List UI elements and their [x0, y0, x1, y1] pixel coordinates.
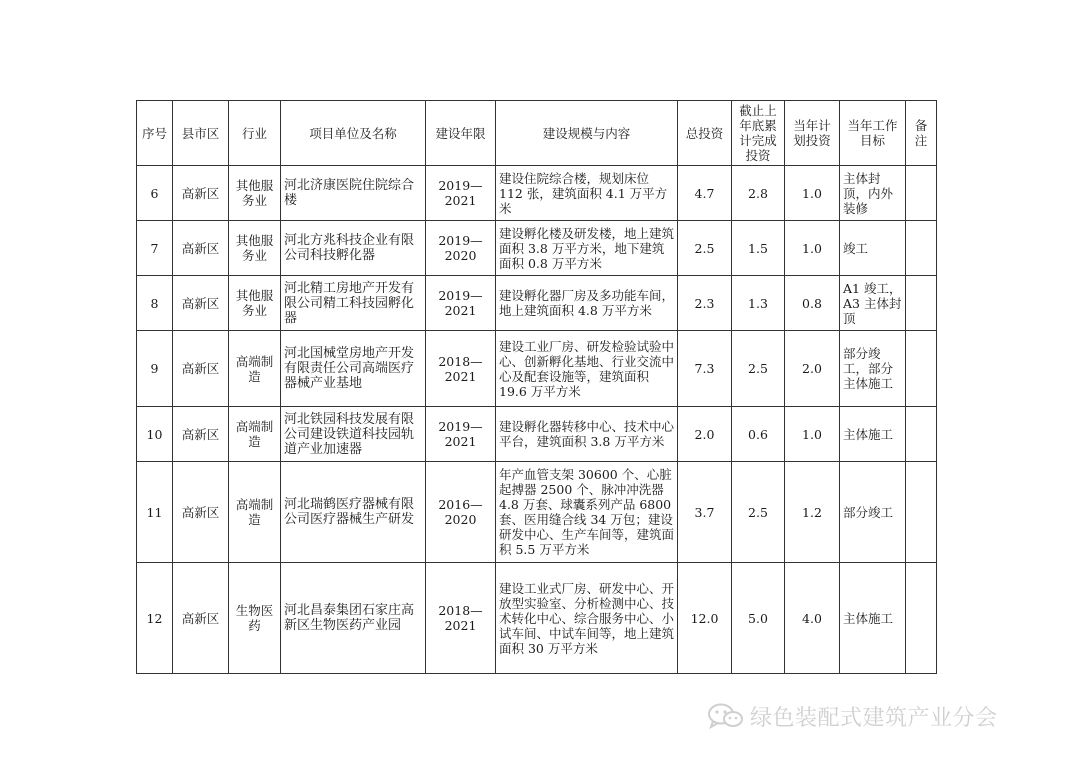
row-completed: 1.3 [732, 276, 785, 331]
row-county: 高新区 [173, 331, 229, 407]
row-project-name: 河北瑞鹤医疗器械有限公司医疗器械生产研发 [281, 462, 426, 563]
row-goal: 主体施工 [840, 407, 906, 462]
row-scope: 建设工业式厂房、研发中心、开放型实验室、分析检测中心、技术转化中心、综合服务中心、小试车间、中试车间等，地上建筑面积 30 万平方米 [496, 563, 678, 674]
row-goal: 主体封顶，内外装修 [840, 166, 906, 221]
row-total: 12.0 [678, 563, 732, 674]
row-county: 高新区 [173, 563, 229, 674]
row-no: 7 [137, 221, 173, 276]
row-note [906, 166, 937, 221]
row-total: 4.7 [678, 166, 732, 221]
watermark-text: 绿色装配式建筑产业分会 [750, 705, 998, 731]
row-period: 2019—2021 [426, 276, 496, 331]
row-scope: 建设孵化器转移中心、技术中心平台，建筑面积 3.8 万平方米 [496, 407, 678, 462]
row-note [906, 221, 937, 276]
table-header-row [137, 101, 937, 166]
wechat-icon [706, 702, 746, 730]
row-note [906, 407, 937, 462]
row-plan: 1.0 [785, 407, 840, 462]
header-period: 建设年限 [426, 101, 496, 166]
row-scope: 年产血管支架 30600 个、心脏起搏器 2500 个、脉冲冲洗器 4.8 万套、球囊系列产品 6800 套、医用缝合线 34 万包；建设研发中心、生产车间等，建筑面积 5.5 万平方米 [496, 462, 678, 563]
table-row [137, 166, 937, 221]
row-note [906, 563, 937, 674]
row-county: 高新区 [173, 276, 229, 331]
row-scope: 建设工业厂房、研发检验试验中心、创新孵化基地、行业交流中心及配套设施等，建筑面积 19.6 万平方米 [496, 331, 678, 407]
project-table [136, 100, 937, 674]
row-completed: 0.6 [732, 407, 785, 462]
table-row [137, 221, 937, 276]
row-no: 10 [137, 407, 173, 462]
row-no: 8 [137, 276, 173, 331]
row-scope: 建设孵化器厂房及多功能车间，地上建筑面积 4.8 万平方米 [496, 276, 678, 331]
row-total: 7.3 [678, 331, 732, 407]
row-industry: 高端制造 [229, 331, 281, 407]
row-note [906, 331, 937, 407]
row-goal: 部分竣工 [840, 462, 906, 563]
row-plan: 1.2 [785, 462, 840, 563]
row-county: 高新区 [173, 221, 229, 276]
row-industry: 其他服务业 [229, 221, 281, 276]
row-goal: 部分竣工，部分主体施工 [840, 331, 906, 407]
row-goal: A1 竣工，A3 主体封顶 [840, 276, 906, 331]
row-project-name: 河北济康医院住院综合楼 [281, 166, 426, 221]
row-industry: 高端制造 [229, 407, 281, 462]
row-county: 高新区 [173, 462, 229, 563]
header-project-name: 项目单位及名称 [281, 101, 426, 166]
row-project-name: 河北方兆科技企业有限公司科技孵化器 [281, 221, 426, 276]
row-plan: 2.0 [785, 331, 840, 407]
row-industry: 其他服务业 [229, 276, 281, 331]
header-note: 备注 [906, 101, 937, 166]
row-period: 2019—2021 [426, 166, 496, 221]
row-plan: 1.0 [785, 221, 840, 276]
row-total: 2.0 [678, 407, 732, 462]
row-project-name: 河北昌泰集团石家庄高新区生物医药产业园 [281, 563, 426, 674]
header-industry: 行业 [229, 101, 281, 166]
row-project-name: 河北铁园科技发展有限公司建设铁道科技园轨道产业加速器 [281, 407, 426, 462]
row-goal: 主体施工 [840, 563, 906, 674]
row-note [906, 462, 937, 563]
row-scope: 建设住院综合楼，规划床位 112 张，建筑面积 4.1 万平方米 [496, 166, 678, 221]
row-industry: 高端制造 [229, 462, 281, 563]
row-no: 6 [137, 166, 173, 221]
row-completed: 1.5 [732, 221, 785, 276]
row-industry: 生物医药 [229, 563, 281, 674]
row-period: 2019—2021 [426, 407, 496, 462]
row-no: 11 [137, 462, 173, 563]
header-scope: 建设规模与内容 [496, 101, 678, 166]
header-county: 县市区 [173, 101, 229, 166]
watermark [706, 700, 1051, 732]
row-total: 2.3 [678, 276, 732, 331]
row-goal: 竣工 [840, 221, 906, 276]
row-project-name: 河北精工房地产开发有限公司精工科技园孵化器 [281, 276, 426, 331]
header-completed: 截止上年底累计完成投资 [732, 101, 785, 166]
row-note [906, 276, 937, 331]
header-no: 序号 [137, 101, 173, 166]
header-plan: 当年计划投资 [785, 101, 840, 166]
row-project-name: 河北国械堂房地产开发有限责任公司高端医疗器械产业基地 [281, 331, 426, 407]
row-county: 高新区 [173, 166, 229, 221]
table-row [137, 276, 937, 331]
table-row [137, 462, 937, 563]
row-plan: 0.8 [785, 276, 840, 331]
row-total: 3.7 [678, 462, 732, 563]
row-industry: 其他服务业 [229, 166, 281, 221]
row-period: 2018—2021 [426, 563, 496, 674]
row-county: 高新区 [173, 407, 229, 462]
row-period: 2016—2020 [426, 462, 496, 563]
table-row [137, 407, 937, 462]
row-scope: 建设孵化楼及研发楼，地上建筑面积 3.8 万平方米，地下建筑面积 0.8 万平方米 [496, 221, 678, 276]
header-goal: 当年工作目标 [840, 101, 906, 166]
row-completed: 2.5 [732, 331, 785, 407]
table-row [137, 563, 937, 674]
row-period: 2019—2020 [426, 221, 496, 276]
row-no: 9 [137, 331, 173, 407]
row-plan: 1.0 [785, 166, 840, 221]
table-row [137, 331, 937, 407]
row-plan: 4.0 [785, 563, 840, 674]
row-total: 2.5 [678, 221, 732, 276]
row-no: 12 [137, 563, 173, 674]
row-completed: 2.8 [732, 166, 785, 221]
header-total: 总投资 [678, 101, 732, 166]
row-completed: 5.0 [732, 563, 785, 674]
row-period: 2018—2021 [426, 331, 496, 407]
row-completed: 2.5 [732, 462, 785, 563]
